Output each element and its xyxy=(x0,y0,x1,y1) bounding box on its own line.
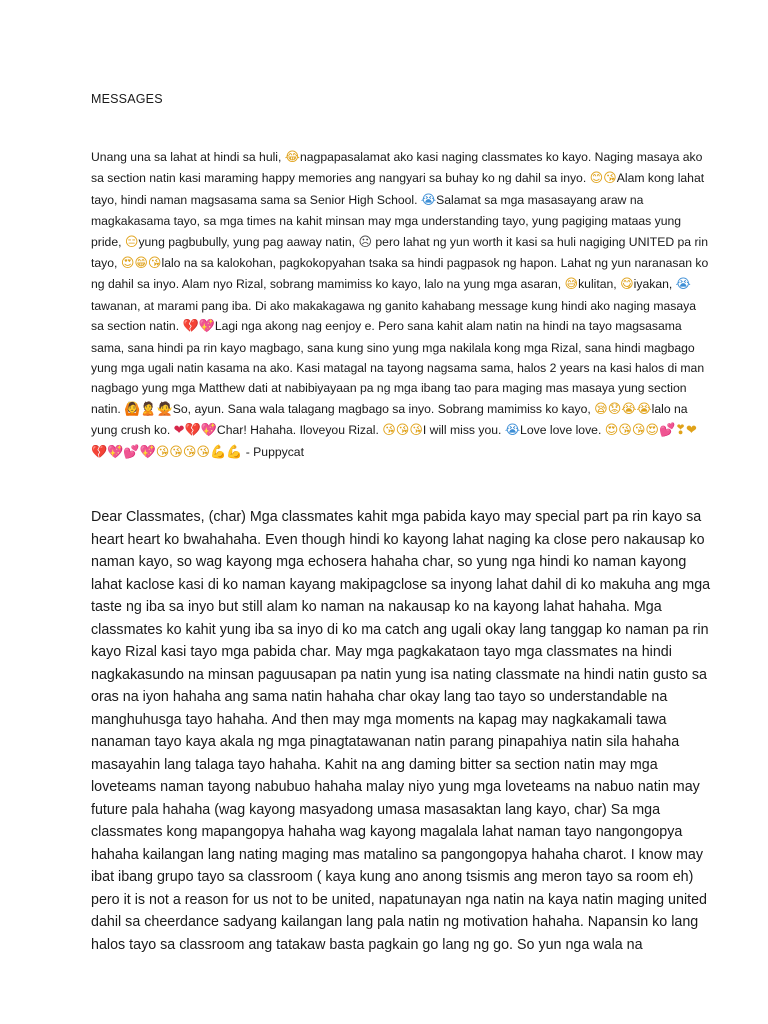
sad-crying-faces-icon: 😪😟😭😭 xyxy=(594,401,652,417)
heart-eyes-grin-kiss-icon: 😍😁😘 xyxy=(120,256,162,272)
message-text: Unang una sa lahat at hindi sa huli, xyxy=(91,150,285,164)
crying-face-icon: 😭 xyxy=(675,277,691,293)
grinning-sweat-face-icon: 😅 xyxy=(564,277,579,293)
message-text: pero lahat ng yun worth it kasi sa huli nagiging UNITED pa rin tayo, xyxy=(91,234,709,271)
message-text: lalo na yung crush ko. xyxy=(91,401,688,438)
hearts-kisses-muscles-icon: 😍😘😘😍💕❣❤💔💖💕💖😘😘😘😘💪💪 xyxy=(91,423,697,460)
broken-sparkling-heart-icon: 💔💖 xyxy=(182,319,215,335)
message-paragraph: Dear Classmates, (char) Mga classmates kahit mga pabida kayo may special part pa rin kayo sa heart heart ko bwahahaha. Even though hindi ko kayong lahat naging ka close pero nakausap ko naman kayo, so wag kayong mga echosera hahaha char, so yung nga hindi ko naman kayong lahat kaclose kasi di ko naman kayang makipagclose sa inyong lahat dahil di ko makuha ang mga taste ng iba sa inyo but still alam ko naman na nakausap ko na kayong lahat hahaha. Mga classmates ko kahit yung iba sa inyo di ko ma catch ang ugali okay lang tanggap ko naman pa rin kayo Rizal kasi tayo mga pabida char. May mga pagkakataon tayo mga classmates na hindi nagkakasundo na minsan paguusapan pa natin yung isa nating classmate na hindi natin gusto sa oras na iyon hahaha ang sama natin hahaha char okay lang tao tayo so understandable na manghuhusga tayo hahaha. And then may mga moments na kapag may nagkakamali tawa nanaman tayo kaya akala ng mga pinagtatawanan natin parang pinapahiya natin sila hahaha masayahin lang talaga tayo hahaha. Kahit na ang daming bitter sa section natin may mga loveteams naman tayong nabubuo hahaha malay niyo yung mga loveteams na nabuo natin may future pala hahaha (wag kayong masyadong umasa masasaktan lang kayo, char) Sa mga classmates kong mapangopya hahaha wag kayong magalala lahat naman tayo nangongopya hahaha kailangan lang nating maging mas matalino sa pangongopya hahaha charot. I know may ibat ibang grupo tayo sa classroom ( kaya kung ano anong tsismis ang meron tayo sa room eh) pero it is not a reason for us not to be united, napatunayan nga natin na kaya natin maging united dahil sa cheerdance sadyang kailangan lang pala natin ng motivation hahaha. Napansin ko lang halos tayo sa classroom ang tatakaw basta pagkain go lang ng go. So yun nga wala na xyxy=(91,509,711,953)
message-text: Alam kong lahat tayo, hindi naman magsasama sama sa Senior High School. xyxy=(91,171,705,207)
message-text: So, ayun. Sana wala talagang magbago sa inyo. Sobrang mamimiss ko kayo, xyxy=(172,401,595,416)
message-text: Char! Hahaha. Iloveyou Rizal. xyxy=(216,423,383,438)
smiling-kissing-faces-icon: 😊😘 xyxy=(589,171,617,187)
frowning-face-icon: ☹ xyxy=(358,234,372,250)
gesturing-people-icon: 🙆🙎🙅 xyxy=(124,401,173,417)
message-signature: - Puppycat xyxy=(242,444,304,459)
crying-face-icon: 😭 xyxy=(420,192,437,208)
hearts-icon: ❤💔💖 xyxy=(173,423,217,439)
message-text: Lagi nga akong nag eenjoy e. Pero sana kahit alam natin na hindi na tayo magsasama sama, sana hindi pa rin kayo magbago, sana kung sino yung mga nakilala kong mga Rizal, sana hindi magbago yung mga ugali natin kasama na ako. Kasi matagal na tayong nagsama sama, halos 2 years na kasi halos di man nagbago yung mga Matthew dati at nabibiyayaan pa ng mga ibang tao para maging mas masaya yung section natin. xyxy=(91,319,705,416)
message-text: lalo na sa kalokohan, pagkokopyahan tsaka sa hindi pagpasok ng hapon. Lahat ng yun naranasan ko ng dahil sa inyo. Alam nyo Rizal, sobrang mamimiss ko kayo, lalo na yung mga asaran, xyxy=(91,256,709,292)
unamused-face-icon: 😑 xyxy=(124,234,139,250)
message-text: Love love love. xyxy=(520,423,605,438)
message-text: kulitan, xyxy=(578,277,621,292)
yum-face-icon: 😋 xyxy=(620,277,634,293)
kissing-faces-icon: 😘😘😘 xyxy=(382,423,423,439)
message-paragraph xyxy=(91,147,709,463)
message-dear-classmates xyxy=(91,506,721,956)
message-text: I will miss you. xyxy=(422,423,505,438)
message-text: Salamat sa mga masasayang araw na magkakasama tayo, sa mga times na kahit minsan may mga understanding tayo, yung pagiging mataas yung pride, xyxy=(91,192,682,249)
message-puppycat xyxy=(91,147,709,463)
laughing-face-icon: 😂 xyxy=(284,150,300,165)
message-text: tawanan, at marami pang iba. Di ako makakagawa ng ganito kahabang message kung hindi ako naging masaya sa section natin. xyxy=(91,298,697,334)
crying-face-icon: 😭 xyxy=(504,423,521,439)
message-text: iyakan, xyxy=(633,277,676,292)
message-text: yung pagbubully, yung pag aaway natin, xyxy=(138,234,359,249)
message-text: nagpapasalamat ako kasi naging classmates ko kayo. Naging masaya ako sa section natin kasi maraming happy memories ang nangyari sa buhay ko ng dahil sa inyo. xyxy=(91,150,703,186)
document-heading: MESSAGES xyxy=(91,92,163,106)
